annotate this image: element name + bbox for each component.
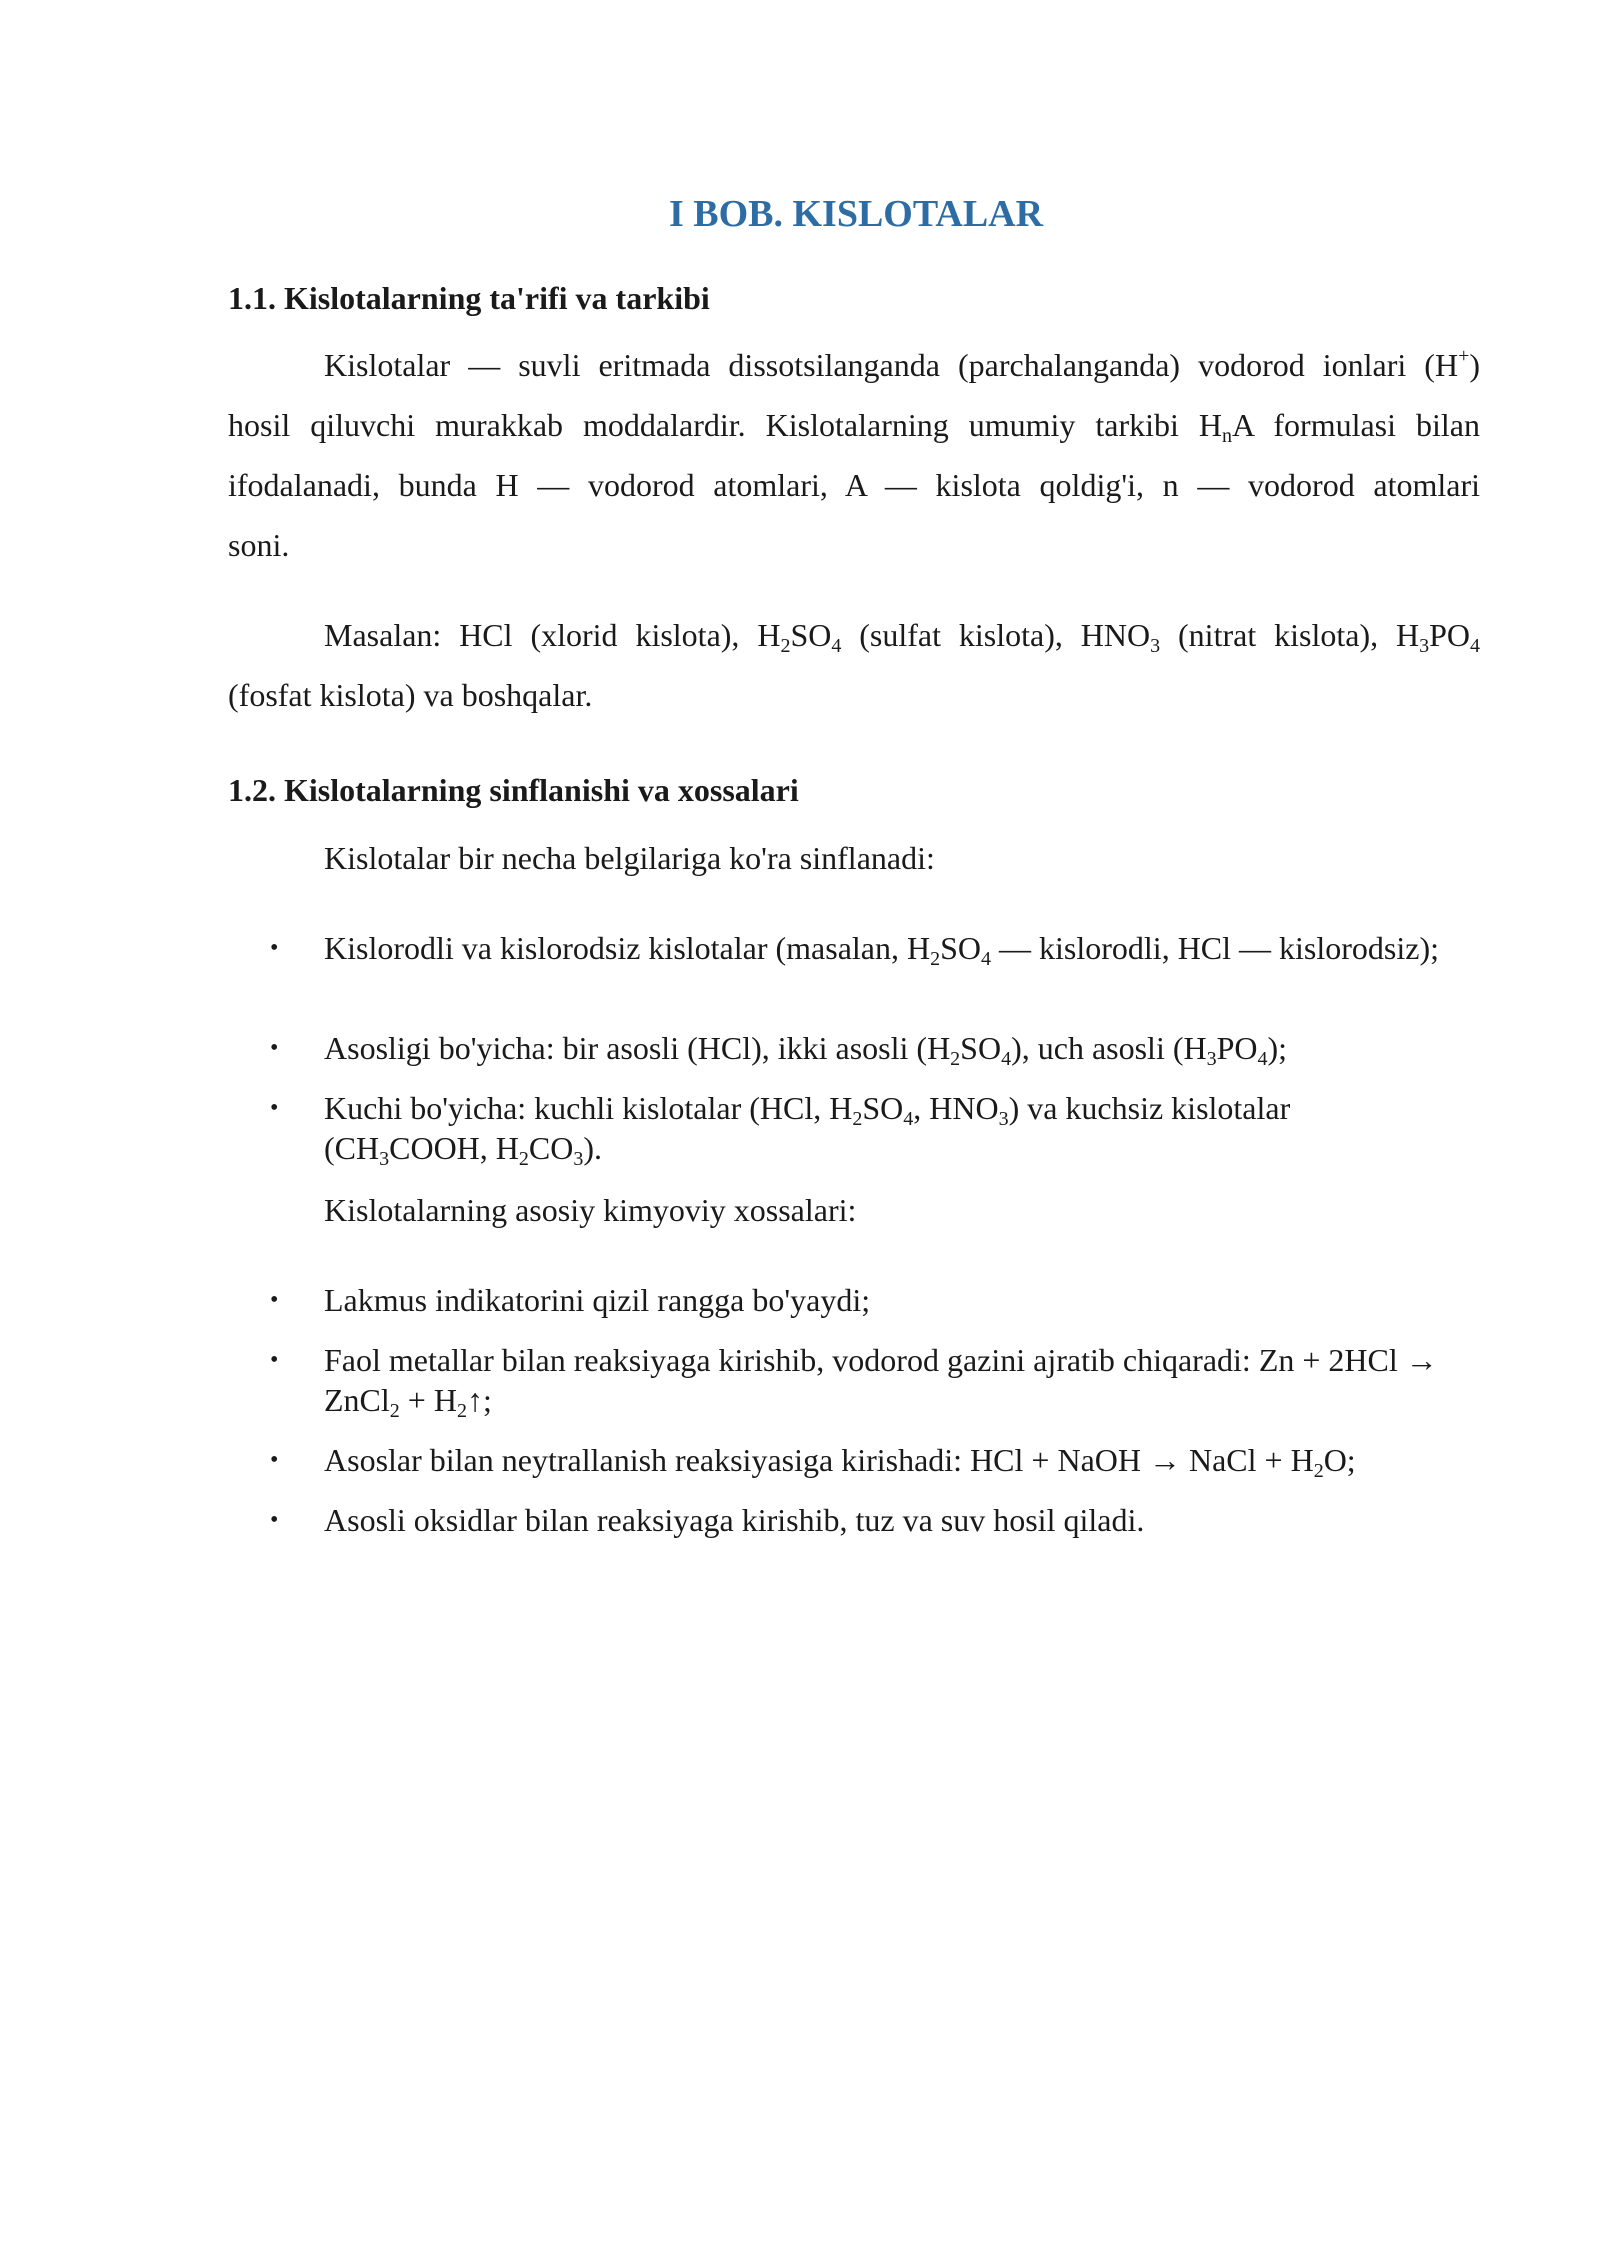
definition-line-1: Kislotalar — suvli eritmada dissotsilanganda (parchalanganda) vodorod ionlari (H+) — [324, 345, 1480, 383]
list-item-text: Lakmus indikatorini qizil rangga bo'yaydi; — [324, 1282, 871, 1318]
list-item-text: Asosli oksidlar bilan reaksiyaga kirishib, tuz va suv hosil qiladi. — [324, 1502, 1145, 1538]
chapter-title: I BOB. KISLOTALAR — [668, 193, 1044, 235]
list-item-text: Asoslar bilan neytrallanish reaksiyasiga kirishadi: HCl + NaOH → NaCl + $H_2O$; — [324, 1442, 1356, 1482]
classification-intro: Kislotalar bir necha belgilariga ko'ra sinflanadi: — [324, 840, 935, 876]
bullet-icon: • — [270, 1507, 279, 1533]
bullet-icon: • — [270, 1095, 279, 1121]
list-item-text: Kuchi bo'yicha: kuchli kislotalar (HCl, $H_2SO_4$, $HNO_3$) va kuchsiz kislotalar ($CH_3COOH$, $H_2CO_3$). — [324, 1090, 1291, 1170]
definition-line-4: soni. — [228, 527, 290, 563]
bullet-icon: • — [270, 1035, 279, 1061]
bullet-icon: • — [270, 935, 279, 961]
definition-line-2: hosil qiluvchi murakkab moddalardir. Kislotalarning umumiy tarkibi $H_nA$ formulasi bilan — [228, 407, 1481, 447]
list-item-text: Faol metallar bilan reaksiyaga kirishib, vodorod gazini ajratib chiqaradi: Zn + 2HCl → ZnCl$_2$ + $H_2↑$; — [324, 1342, 1438, 1422]
examples-line-1: Masalan: HCl (xlorid kislota), $H_2SO_4$ (sulfat kislota), $HNO_3$ (nitrat kislota), $H_3PO_4$ — [324, 617, 1481, 657]
section-heading-1-1: 1.1. Kislotalarning ta'rifi va tarkibi — [228, 280, 710, 316]
section-heading-1-2: 1.2. Kislotalarning sinflanishi va xossalari — [228, 772, 799, 808]
list-item-text: Asosligi bo'yicha: bir asosli (HCl), ikki asosli $(H_2SO_4)$, uch asosli $(H_3PO_4)$; — [324, 1030, 1288, 1070]
examples-line-2: (fosfat kislota) va boshqalar. — [228, 677, 593, 713]
list-item-text: Kislorodli va kislorodsiz kislotalar (masalan, $H_2SO_4$ — kislorodli, HCl — kislorodsiz); — [324, 930, 1440, 970]
bullet-icon: • — [270, 1447, 279, 1473]
definition-line-3: ifodalanadi, bunda H — vodorod atomlari, A — kislota qoldig'i, n — vodorod atomlari — [228, 467, 1480, 503]
properties-intro: Kislotalarning asosiy kimyoviy xossalari: — [324, 1192, 857, 1228]
bullet-icon: • — [270, 1287, 279, 1313]
bullet-icon: • — [270, 1347, 279, 1373]
